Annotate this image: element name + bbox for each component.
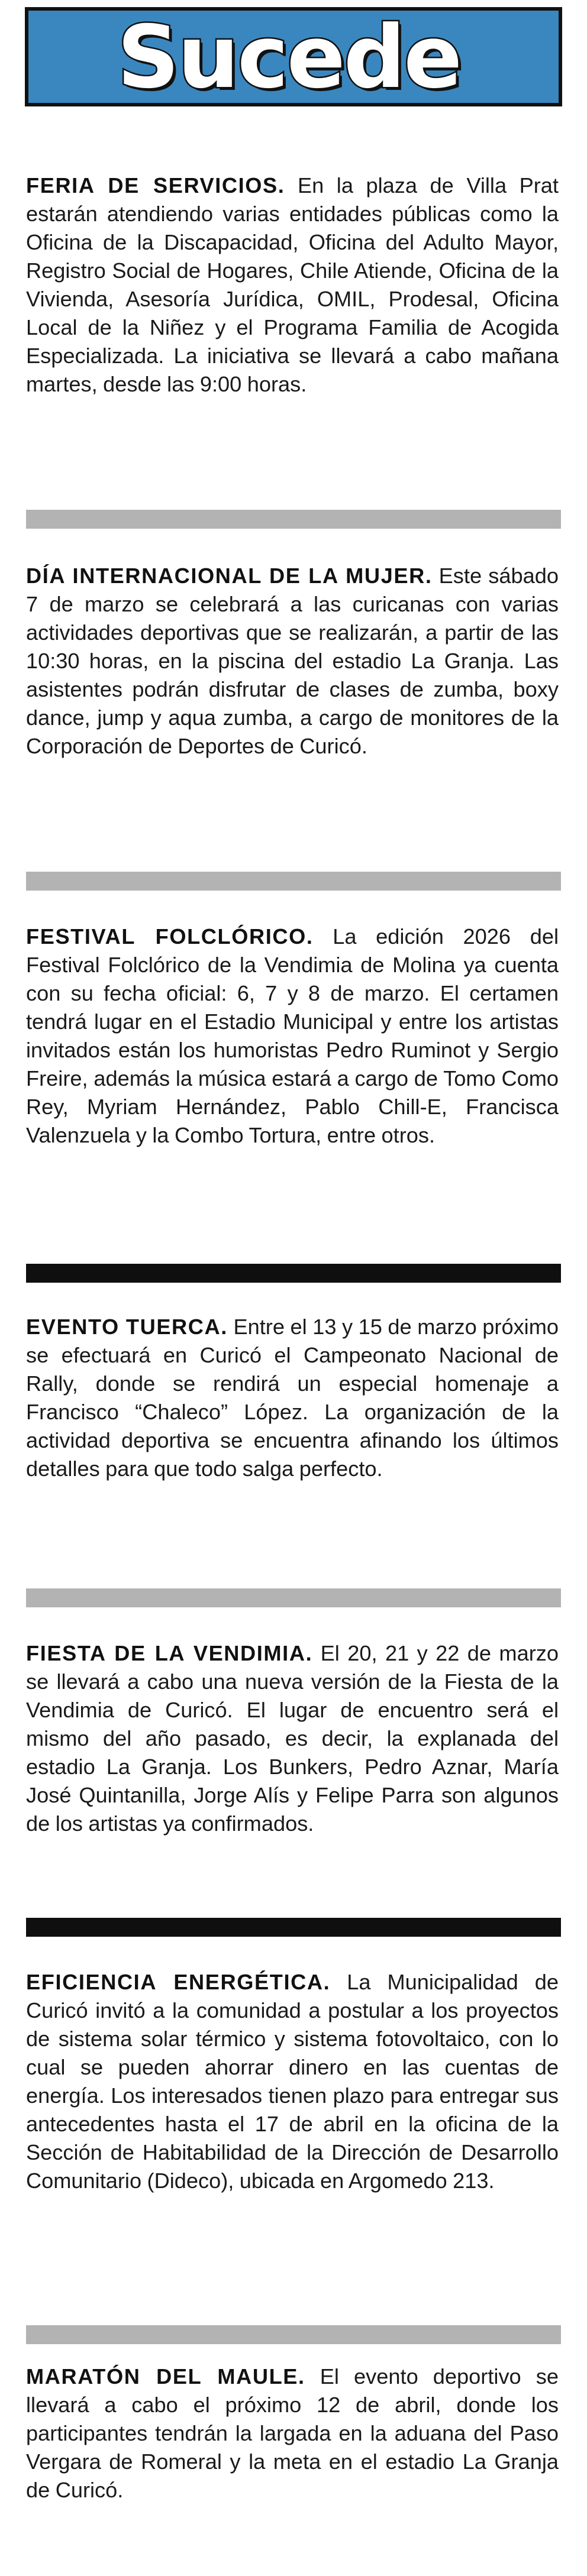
news-headline: EFICIENCIA ENERGÉTICA. — [26, 1970, 331, 1994]
news-headline: DÍA INTERNACIONAL DE LA MUJER. — [26, 564, 433, 588]
news-item-feria-de-servicios — [26, 171, 559, 399]
news-body: Entre el 13 y 15 de marzo próximo se efectuará en Curicó el Campeonato Nacional de Rally, donde se rendirá un especial homenaje a Francisco “Chaleco” López. La organización de la actividad deportiva se encuentra afinando los últimos detalles para que todo salga perfecto. — [26, 1315, 559, 1481]
news-headline: EVENTO TUERCA. — [26, 1315, 228, 1339]
news-body: La edición 2026 del Festival Folclórico de la Vendimia de Molina ya cuenta con su fecha oficial: 6, 7 y 8 de marzo. El certamen tendrá lugar en el Estadio Municipal y entre los artistas invitados están los humoristas Pedro Ruminot y Sergio Freire, además la música estará a cargo de Tomo Como Rey, Myriam Hernández, Pablo Chill-E, Francisca Valenzuela y la Combo Tortura, entre otros. — [26, 924, 559, 1147]
news-headline: FESTIVAL FOLCLÓRICO. — [26, 924, 314, 949]
section-header — [25, 7, 562, 106]
section-divider — [26, 1918, 561, 1937]
news-body: En la plaza de Villa Prat estarán atendiendo varias entidades públicas como la Oficina de la Discapacidad, Oficina del Adulto Mayor, Registro Social de Hogares, Chile Atiende, Oficina de la Vivienda, Asesoría Jurídica, OMIL, Prodesal, Oficina Local de la Niñez y el Programa Familia de Acogida Especializada. La iniciativa se llevará a cabo mañana martes, desde las 9:00 horas. — [26, 173, 559, 396]
section-divider — [26, 872, 561, 891]
news-body: Este sábado 7 de marzo se celebrará a las curicanas con varias actividades deportivas que se realizarán, a partir de las 10:30 horas, en la piscina del estadio La Granja. Las asistentes podrán disfrutar de clases de zumba, boxy dance, jump y aqua zumba, a cargo de monitores de la Corporación de Deportes de Curicó. — [26, 564, 559, 758]
news-body: El evento deportivo se llevará a cabo el próximo 12 de abril, donde los participantes tendrán la largada en la aduana del Paso Vergara de Romeral y la meta en el estadio La Granja de Curicó. — [26, 2364, 559, 2502]
news-item-festival-folclorico — [26, 923, 559, 1150]
section-title: Sucede — [117, 7, 461, 106]
news-item-dia-de-la-mujer — [26, 562, 559, 760]
news-headline: FERIA DE SERVICIOS. — [26, 173, 285, 198]
news-headline: FIESTA DE LA VENDIMIA. — [26, 1641, 313, 1665]
section-divider — [26, 1264, 561, 1283]
news-item-fiesta-de-la-vendimia — [26, 1639, 559, 1838]
news-headline: MARATÓN DEL MAULE. — [26, 2364, 305, 2389]
section-divider — [26, 1588, 561, 1607]
section-divider — [26, 2325, 561, 2344]
news-item-maraton-del-maule — [26, 2363, 559, 2504]
news-item-eficiencia-energetica — [26, 1968, 559, 2195]
section-divider — [26, 510, 561, 529]
news-body: La Municipalidad de Curicó invitó a la comunidad a postular a los proyectos de sistema solar térmico y sistema fotovoltaico, con lo cual se pueden ahorrar dinero en las cuentas de energía. Los interesados tienen plazo para entregar sus antecedentes hasta el 17 de abril en la oficina de la Sección de Habitabilidad de la Dirección de Desarrollo Comunitario (Dideco), ubicada en Argomedo 213. — [26, 1970, 559, 2193]
news-item-evento-tuerca — [26, 1313, 559, 1483]
news-body: El 20, 21 y 22 de marzo se llevará a cabo una nueva versión de la Fiesta de la Vendimia de Curicó. El lugar de encuentro será el mismo del año pasado, es decir, la explanada del estadio La Granja. Los Bunkers, Pedro Aznar, María José Quintanilla, Jorge Alís y Felipe Parra son algunos de los artistas ya confirmados. — [26, 1641, 559, 1836]
